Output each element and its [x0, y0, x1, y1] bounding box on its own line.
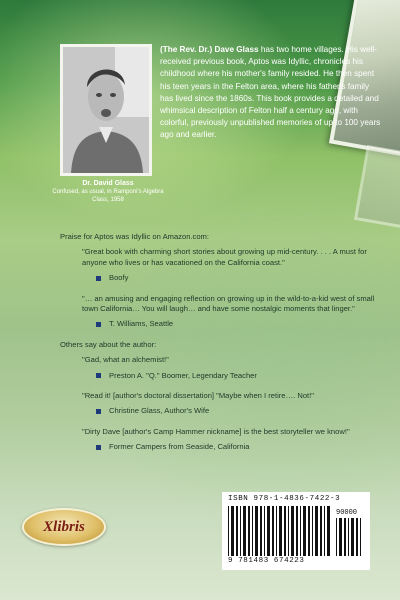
attribution-text: Former Campers from Seaside, California: [109, 442, 250, 452]
review-attribution: [96, 406, 382, 416]
review-attribution: [96, 371, 382, 381]
review-quote: "Read it! [author's doctoral dissertation] "Maybe when I retire…. Not!": [82, 391, 314, 401]
isbn-text: ISBN 978-1-4836-7422-3: [228, 495, 341, 503]
bullet-icon: [96, 373, 101, 378]
bullet-icon: [96, 276, 101, 281]
photo-caption: [46, 180, 170, 204]
author-photo: [60, 44, 152, 176]
review-quote: "Great book with charming short stories about growing up mid-century. . . . A must for anyone who lives or has vacationed on the California coast.": [82, 247, 367, 267]
review-attribution: [96, 442, 382, 452]
review-quote: "Gad, what an alchemist!": [82, 355, 169, 365]
barcode-bars-icon: [228, 506, 332, 556]
attribution-text: Christine Glass, Author's Wife: [109, 406, 210, 416]
praise-section: [60, 232, 382, 463]
bio-author-name: (The Rev. Dr.) Dave Glass: [160, 45, 259, 54]
addon-bars-icon: [336, 518, 364, 556]
bio-text: has two home villages. His well-received previous book, Aptos was Idyllic, chronicles his childhood where his mother's family resided. He then spent his teen years in the Felton area, where his father's family has lived since the 1860s. This book provides a detailed and whimsical description of Felton half a century ago, with colorful, previously unpublished memories of up to 100 years ago and earlier.: [160, 45, 381, 140]
corner-photo-faded: [354, 145, 400, 231]
praise-heading: Praise for Aptos was Idyllic on Amazon.com:: [60, 232, 209, 241]
attribution-text: T. Williams, Seattle: [109, 319, 174, 329]
review-quote: "Dirty Dave [author's Camp Hammer nickname] is the best storyteller we know!": [82, 426, 350, 436]
bullet-icon: [96, 409, 101, 414]
caption-text: Confused, as usual, in Ramponi's Algebra Class, 1958: [52, 189, 164, 203]
bullet-icon: [96, 445, 101, 450]
caption-name: Dr. David Glass: [82, 180, 134, 187]
attribution-text: Preston A. "Q." Boomer, Legendary Teacher: [109, 370, 257, 380]
review-attribution: [96, 319, 382, 329]
author-bio: [160, 44, 382, 142]
ean-number: 9 781483 674223: [228, 557, 305, 565]
xlibris-logo: Xlibris: [22, 508, 106, 546]
bullet-icon: [96, 322, 101, 327]
review-attribution: [96, 273, 382, 283]
review-quote: "… an amusing and engaging reflection on growing up in the wild-to-a-kid west of small town California… You will laugh… and have some nostalgic moments that linger.": [82, 293, 375, 314]
others-heading: Others say about the author:: [60, 339, 157, 349]
addon-number: 90000: [336, 509, 358, 517]
attribution-text: Boofy: [109, 273, 129, 283]
barcode: [222, 492, 370, 570]
